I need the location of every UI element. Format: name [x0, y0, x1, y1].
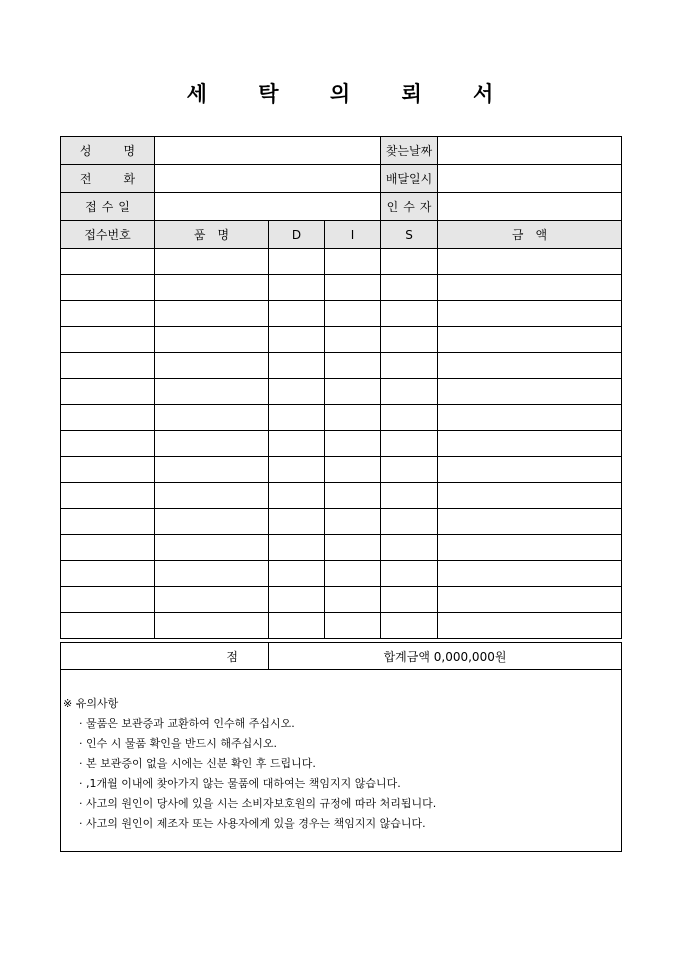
delivery-date-field[interactable]	[438, 165, 622, 193]
item-name-cell[interactable]	[155, 275, 269, 301]
s-cell[interactable]	[381, 509, 438, 535]
d-cell[interactable]	[269, 405, 325, 431]
s-cell[interactable]	[381, 275, 438, 301]
item-name-cell[interactable]	[155, 509, 269, 535]
receipt-number-cell[interactable]	[61, 353, 155, 379]
total-row	[61, 643, 622, 670]
note-item: · ,1개월 이내에 찾아가지 않는 물품에 대하여는 책임지지 않습니다.	[79, 777, 401, 790]
receipt-number-cell[interactable]	[61, 301, 155, 327]
col-s: S	[381, 221, 438, 249]
info-row-phone	[61, 165, 622, 193]
receipt-number-cell[interactable]	[61, 483, 155, 509]
info-row-name	[61, 137, 622, 165]
receipt-number-cell[interactable]	[61, 249, 155, 275]
d-cell[interactable]	[269, 483, 325, 509]
amount-cell[interactable]	[438, 457, 622, 483]
s-cell[interactable]	[381, 431, 438, 457]
item-name-cell[interactable]	[155, 327, 269, 353]
table-row	[61, 535, 622, 561]
table-row	[61, 249, 622, 275]
table-row	[61, 405, 622, 431]
amount-cell[interactable]	[438, 509, 622, 535]
receipt-number-cell[interactable]	[61, 587, 155, 613]
item-name-cell[interactable]	[155, 457, 269, 483]
s-cell[interactable]	[381, 535, 438, 561]
table-row	[61, 613, 622, 639]
amount-cell[interactable]	[438, 301, 622, 327]
note-item: · 본 보관증이 없을 시에는 신분 확인 후 드립니다.	[79, 757, 316, 770]
receipt-number-cell[interactable]	[61, 405, 155, 431]
d-cell[interactable]	[269, 275, 325, 301]
receipt-number-cell[interactable]	[61, 457, 155, 483]
notes-row	[61, 670, 622, 852]
amount-cell[interactable]	[438, 379, 622, 405]
table-row	[61, 431, 622, 457]
i-cell[interactable]	[325, 301, 381, 327]
amount-cell[interactable]	[438, 353, 622, 379]
i-cell[interactable]	[325, 327, 381, 353]
receiver-label: 인수자	[381, 193, 438, 221]
d-cell[interactable]	[269, 587, 325, 613]
info-row-received	[61, 193, 622, 221]
receipt-number-cell[interactable]	[61, 379, 155, 405]
d-cell[interactable]	[269, 249, 325, 275]
i-cell[interactable]	[325, 405, 381, 431]
i-cell[interactable]	[325, 249, 381, 275]
amount-cell[interactable]	[438, 561, 622, 587]
note-item: · 인수 시 물품 확인을 반드시 해주십시오.	[79, 737, 277, 750]
item-rows	[61, 249, 622, 639]
amount-cell[interactable]	[438, 613, 622, 639]
note-item: · 사고의 원인이 당사에 있을 시는 소비자보호원의 규정에 따라 처리됩니다.	[79, 797, 437, 810]
pickup-date-field[interactable]	[438, 137, 622, 165]
item-name-cell[interactable]	[155, 535, 269, 561]
d-cell[interactable]	[269, 327, 325, 353]
item-name-cell[interactable]	[155, 587, 269, 613]
col-amount: 금 액	[438, 221, 622, 249]
receipt-number-cell[interactable]	[61, 327, 155, 353]
amount-cell[interactable]	[438, 249, 622, 275]
notes-heading: ※ 유의사항	[63, 697, 119, 710]
item-name-cell[interactable]	[155, 353, 269, 379]
s-cell[interactable]	[381, 405, 438, 431]
d-cell[interactable]	[269, 353, 325, 379]
receipt-number-cell[interactable]	[61, 431, 155, 457]
pickup-date-label: 찾는날짜	[381, 137, 438, 165]
s-cell[interactable]	[381, 613, 438, 639]
amount-cell[interactable]	[438, 587, 622, 613]
i-cell[interactable]	[325, 457, 381, 483]
table-row	[61, 509, 622, 535]
note-item: · 물품은 보관증과 교환하여 인수해 주십시오.	[79, 717, 295, 730]
col-d: D	[269, 221, 325, 249]
i-cell[interactable]	[325, 535, 381, 561]
table-row	[61, 483, 622, 509]
item-name-cell[interactable]	[155, 431, 269, 457]
col-receipt-number: 접수번호	[61, 221, 155, 249]
d-cell[interactable]	[269, 561, 325, 587]
table-row	[61, 327, 622, 353]
amount-cell[interactable]	[438, 431, 622, 457]
d-cell[interactable]	[269, 457, 325, 483]
d-cell[interactable]	[269, 301, 325, 327]
item-name-cell[interactable]	[155, 483, 269, 509]
i-cell[interactable]	[325, 613, 381, 639]
column-header-row	[61, 221, 622, 249]
i-cell[interactable]	[325, 431, 381, 457]
d-cell[interactable]	[269, 431, 325, 457]
i-cell[interactable]	[325, 587, 381, 613]
amount-cell[interactable]	[438, 483, 622, 509]
d-cell[interactable]	[269, 509, 325, 535]
receipt-number-cell[interactable]	[61, 535, 155, 561]
i-cell[interactable]	[325, 275, 381, 301]
item-name-cell[interactable]	[155, 613, 269, 639]
col-item-name: 품 명	[155, 221, 269, 249]
laundry-request-form	[60, 136, 622, 852]
item-name-cell[interactable]	[155, 249, 269, 275]
amount-cell[interactable]	[438, 535, 622, 561]
received-date-field[interactable]	[155, 193, 381, 221]
receiver-field[interactable]	[438, 193, 622, 221]
delivery-date-label: 배달일시	[381, 165, 438, 193]
i-cell[interactable]	[325, 353, 381, 379]
d-cell[interactable]	[269, 613, 325, 639]
item-name-cell[interactable]	[155, 405, 269, 431]
s-cell[interactable]	[381, 353, 438, 379]
s-cell[interactable]	[381, 483, 438, 509]
i-cell[interactable]	[325, 561, 381, 587]
s-cell[interactable]	[381, 561, 438, 587]
s-cell[interactable]	[381, 587, 438, 613]
document-title: 세 탁 의 뢰 서	[186, 81, 516, 106]
s-cell[interactable]	[381, 327, 438, 353]
total-amount: 합계금액 0,000,000원	[269, 643, 622, 670]
amount-cell[interactable]	[438, 405, 622, 431]
i-cell[interactable]	[325, 509, 381, 535]
i-cell[interactable]	[325, 379, 381, 405]
table-row	[61, 561, 622, 587]
item-name-cell[interactable]	[155, 379, 269, 405]
table-row	[61, 379, 622, 405]
amount-cell[interactable]	[438, 275, 622, 301]
total-count: 점	[61, 643, 269, 670]
receipt-number-cell[interactable]	[61, 509, 155, 535]
s-cell[interactable]	[381, 379, 438, 405]
phone-field[interactable]	[155, 165, 381, 193]
table-row	[61, 353, 622, 379]
s-cell[interactable]	[381, 301, 438, 327]
received-date-label: 접수일	[61, 193, 155, 221]
s-cell[interactable]	[381, 249, 438, 275]
col-i: I	[325, 221, 381, 249]
d-cell[interactable]	[269, 379, 325, 405]
table-row	[61, 275, 622, 301]
table-row	[61, 301, 622, 327]
phone-label: 전 화	[61, 165, 155, 193]
receipt-number-cell[interactable]	[61, 561, 155, 587]
i-cell[interactable]	[325, 483, 381, 509]
table-row	[61, 457, 622, 483]
note-item: · 사고의 원인이 제조자 또는 사용자에게 있을 경우는 책임지지 않습니다.	[79, 817, 426, 830]
d-cell[interactable]	[269, 535, 325, 561]
table-row	[61, 587, 622, 613]
receipt-number-cell[interactable]	[61, 613, 155, 639]
item-name-cell[interactable]	[155, 561, 269, 587]
receipt-number-cell[interactable]	[61, 275, 155, 301]
s-cell[interactable]	[381, 457, 438, 483]
name-label: 성 명	[61, 137, 155, 165]
amount-cell[interactable]	[438, 327, 622, 353]
item-name-cell[interactable]	[155, 301, 269, 327]
notes-section	[61, 670, 622, 852]
name-field[interactable]	[155, 137, 381, 165]
